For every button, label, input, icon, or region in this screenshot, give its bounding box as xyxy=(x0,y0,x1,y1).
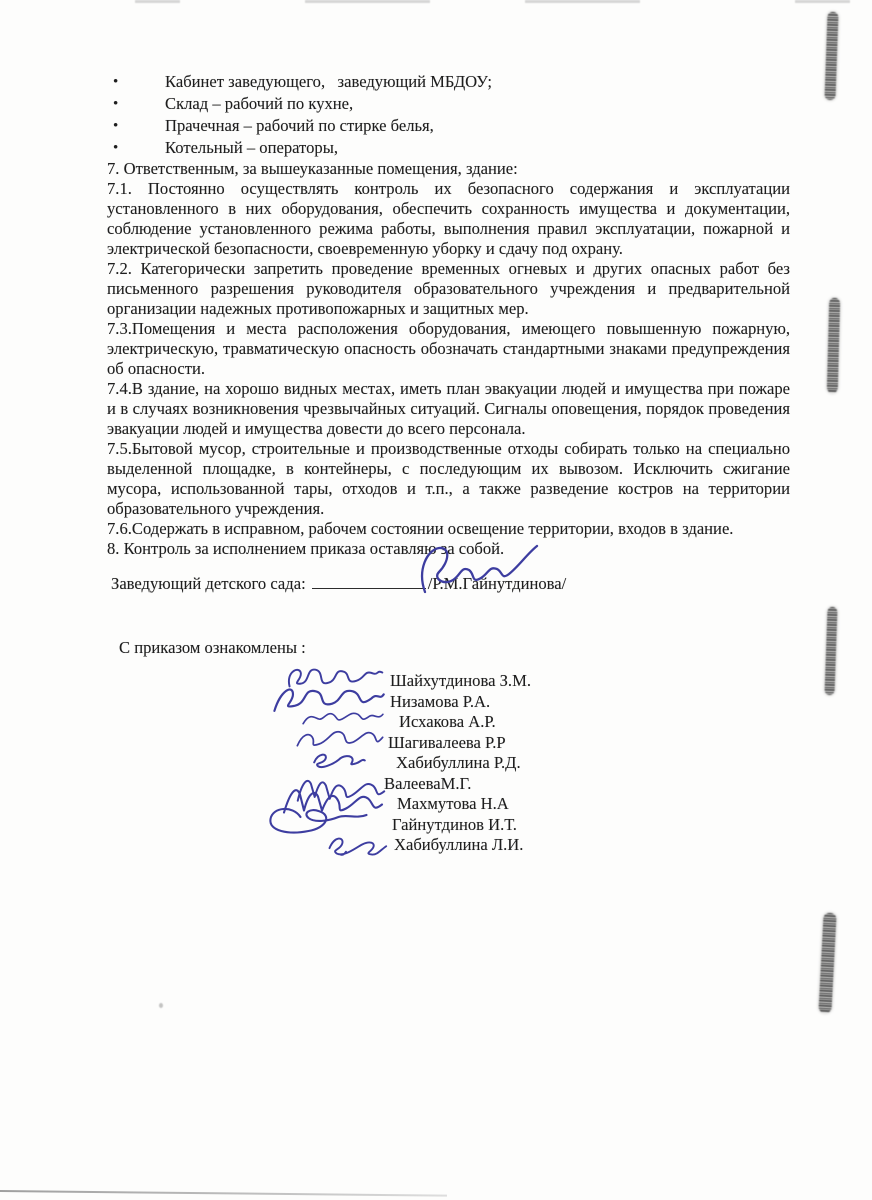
handwritten-signature xyxy=(324,831,388,856)
handwritten-signature xyxy=(310,749,368,770)
scan-edge-mark xyxy=(305,0,430,3)
bullet-icon: • xyxy=(113,96,119,112)
acknowledgement-row xyxy=(390,712,812,733)
scan-artifact-smudge xyxy=(827,298,840,393)
scan-edge-mark xyxy=(795,0,850,3)
acknowledgement-list xyxy=(384,671,812,856)
acknowledgement-heading: С приказом ознакомлены : xyxy=(119,638,306,657)
director-name: /Р.М.Гайнутдинова/ xyxy=(427,574,567,593)
scan-edge-mark xyxy=(525,0,640,3)
acknowledger-name: Махмутова Н.А xyxy=(397,794,509,813)
paragraph-8: 8. Контроль за исполнением приказа оставляю за собой. xyxy=(107,539,505,558)
paragraph-7-6: 7.6.Содержать в исправном, рабочем состоянии освещение территории, входов в здание. xyxy=(107,519,734,538)
document-body xyxy=(107,71,790,559)
acknowledgement-row xyxy=(390,671,812,692)
acknowledger-name: Шайхутдинова З.М. xyxy=(390,671,531,690)
paragraph-7-5: 7.5.Бытовой мусор, строительные и производственные отходы собирать только на специально выделенной площадке, в контейнеры, с последующим их вывозом. Исключить сжигание мусора, использованной тары, отходов и т.п., а также разведение костров на территории образовательного учреждения. xyxy=(107,439,790,518)
acknowledgement-row xyxy=(390,835,812,856)
paragraph-7-3: 7.3.Помещения и места расположения оборудования, имеющего повышенную пожарную, электрическую, травматическую опасность обозначать стандартными знаками предупреждения об опасности. xyxy=(107,319,790,378)
signature-section xyxy=(107,562,812,856)
list-item-text: Котельный – операторы, xyxy=(165,138,338,157)
list-item-text: Кабинет заведующего, заведующий МБДОУ; xyxy=(165,72,492,91)
paragraph-7-4: 7.4.В здание, на хорошо видных местах, иметь план эвакуации людей и имущества при пожаре и в случаях возникновения чрезвычайных ситуаций. Сигналы оповещения, порядок проведения эвакуации людей и имущества довести до всего персонала. xyxy=(107,379,790,438)
bullet-icon: • xyxy=(113,140,119,156)
acknowledgement-row xyxy=(390,794,812,815)
acknowledger-name: Хабибуллина Р.Д. xyxy=(396,753,521,772)
scan-artifact-smudge xyxy=(824,607,837,695)
director-signature-label: Заведующий детского сада: xyxy=(111,574,306,593)
list-item xyxy=(107,71,790,93)
paragraph-7-1: 7.1. Постоянно осуществлять контроль их безопасного содержания и эксплуатации установленного в них оборудования, обеспечить сохранность имущества и документации, соблюдение установленного режима работы, выполнения правил эксплуатации, пожарной и электрической безопасности, своевременную уборку и сдачу под охрану. xyxy=(107,179,790,258)
bullet-icon: • xyxy=(113,74,119,90)
list-item-text: Склад – рабочий по кухне, xyxy=(165,94,354,113)
acknowledger-name: Хабибуллина Л.И. xyxy=(394,835,524,854)
acknowledger-name: ВалееваМ.Г. xyxy=(384,773,472,793)
responsible-rooms-list xyxy=(107,71,790,159)
scan-artifact-smudge xyxy=(818,913,836,1014)
list-item xyxy=(107,93,790,115)
bullet-icon: • xyxy=(113,118,119,134)
acknowledgement-row xyxy=(390,692,812,713)
scan-artifact-smudge xyxy=(824,12,838,100)
acknowledgement-row xyxy=(390,815,812,836)
paragraph-7-2: 7.2. Категорически запретить проведение временных огневых и других опасных работ без письменного разрешения руководителя образовательного учреждения и предварительной организации надежных противопожарных и защитных мер. xyxy=(107,259,790,318)
acknowledger-name: Гайнутдинов И.Т. xyxy=(392,814,517,834)
section-7-heading: 7. Ответственным, за вышеуказанные помещения, здание: xyxy=(107,159,518,178)
director-signature-row xyxy=(111,574,812,600)
list-item xyxy=(107,115,790,137)
paper-edge-line xyxy=(0,1190,447,1196)
scan-edge-mark xyxy=(135,0,180,3)
acknowledger-name: Исхакова А.Р. xyxy=(399,712,496,731)
acknowledgement-row xyxy=(390,733,812,754)
acknowledger-name: Низамова Р.А. xyxy=(390,691,491,711)
list-item-text: Прачечная – рабочий по стирке белья, xyxy=(165,116,434,135)
acknowledgement-row xyxy=(384,773,812,795)
list-item xyxy=(107,137,790,159)
director-handwritten-signature xyxy=(409,542,543,598)
acknowledger-name: Шагивалеева Р.Р xyxy=(388,732,506,752)
scan-speck xyxy=(159,1003,163,1008)
acknowledgement-row xyxy=(390,753,812,774)
